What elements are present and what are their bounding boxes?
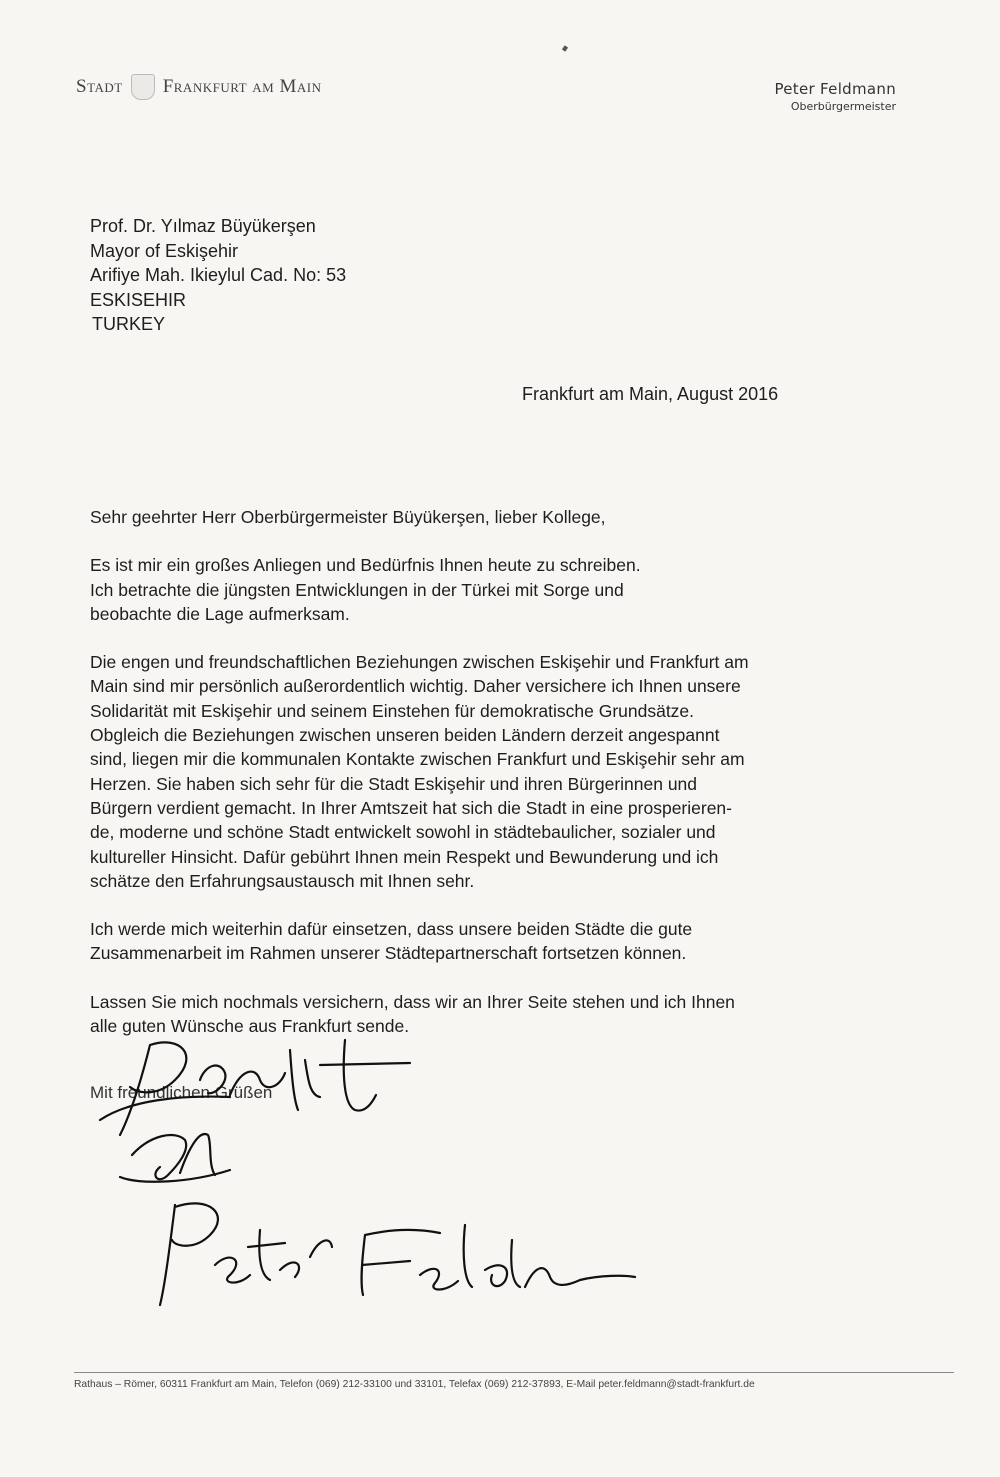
paragraph-2 <box>90 650 890 893</box>
letter-date: Frankfurt am Main, August 2016 <box>522 384 779 404</box>
salutation: Sehr geehrter Herr Oberbürgermeister Büyükerşen, lieber Kollege, <box>90 507 606 527</box>
paragraph-line: Solidarität mit Eskişehir und seinem Einstehen für demokratische Grundsätze. <box>90 700 695 721</box>
recipient-line-4: ESKISEHIR <box>90 289 187 310</box>
paragraph-line: de, moderne und schöne Stadt entwickelt sowohl in städtebaulicher, sozialer und <box>90 822 716 843</box>
sender-name: Peter Feldmann <box>774 80 896 98</box>
letterhead-city <box>76 74 322 100</box>
sender-role: Oberbürgermeister <box>790 100 896 113</box>
letterhead-city-right: Frankfurt am Main <box>162 76 322 97</box>
closing-phrase: Mit freundlichen Grüßen <box>90 1083 273 1102</box>
letterhead-city-left: Stadt <box>76 76 123 97</box>
city-crest-icon <box>131 74 155 100</box>
recipient-line-3: Arifiye Mah. Ikieylul Cad. No: 53 <box>90 265 347 285</box>
paragraph-line: schätze den Erfahrungsaustausch mit Ihnen sehr. <box>90 870 475 891</box>
letter-footer: Rathaus – Römer, 60311 Frankfurt am Main, Telefon (069) 212-33100 und 33101, Telefax (069) 212-37893, E-Mail peter.feldmann@stadt-frankfurt.de <box>74 1372 954 1390</box>
paragraph-line: beobachte die Lage aufmerksam. <box>90 603 350 624</box>
paragraph-line: Herzen. Sie haben sich sehr für die Stadt Eskişehir und ihren Bürgerinnen und <box>90 773 698 794</box>
recipient-line-2: Mayor of Eskişehir <box>90 240 239 261</box>
paragraph-line: Es ist mir ein großes Anliegen und Bedürfnis Ihnen heute zu schreiben. <box>90 555 641 576</box>
paragraph-1 <box>90 553 890 626</box>
letter-body <box>90 505 890 1062</box>
recipient-line-1: Prof. Dr. Yılmaz Büyükerşen <box>90 216 316 236</box>
paragraph-3 <box>90 917 890 966</box>
handwritten-signature <box>80 1025 640 1345</box>
paragraph-line: Lassen Sie mich nochmals versichern, dass wir an Ihrer Seite stehen und ich Ihnen <box>90 991 735 1012</box>
paragraph-line: Zusammenarbeit im Rahmen unserer Städtepartnerschaft fortsetzen können. <box>90 943 687 964</box>
paragraph-line: Obgleich die Beziehungen zwischen unseren beiden Ländern derzeit angespannt <box>90 725 720 746</box>
paragraph-line: Die engen und freundschaftlichen Beziehungen zwischen Eskişehir und Frankfurt am <box>90 652 749 673</box>
letterhead-sender <box>774 80 896 113</box>
paragraph-line: Ich betrachte die jüngsten Entwicklungen in der Türkei mit Sorge und <box>90 579 624 600</box>
recipient-address <box>90 214 346 337</box>
paragraph-line: Ich werde mich weiterhin dafür einsetzen, dass unsere beiden Städte die gute <box>90 919 693 940</box>
recipient-line-5: TURKEY <box>92 314 166 334</box>
paragraph-line: Bürgern verdient gemacht. In Ihrer Amtszeit hat sich die Stadt in eine prosperieren- <box>90 797 732 818</box>
paragraph-line: kultureller Hinsicht. Dafür gebührt Ihnen mein Respekt und Bewunderung und ich <box>90 846 719 867</box>
paper-speck <box>562 45 568 51</box>
paragraph-line: Main sind mir persönlich außerordentlich wichtig. Daher versichere ich Ihnen unsere <box>90 676 741 697</box>
paragraph-line: sind, liegen mir die kommunalen Kontakte zwischen Frankfurt und Eskişehir sehr am <box>90 749 745 770</box>
paragraph-line: alle guten Wünsche aus Frankfurt sende. <box>90 1016 410 1037</box>
